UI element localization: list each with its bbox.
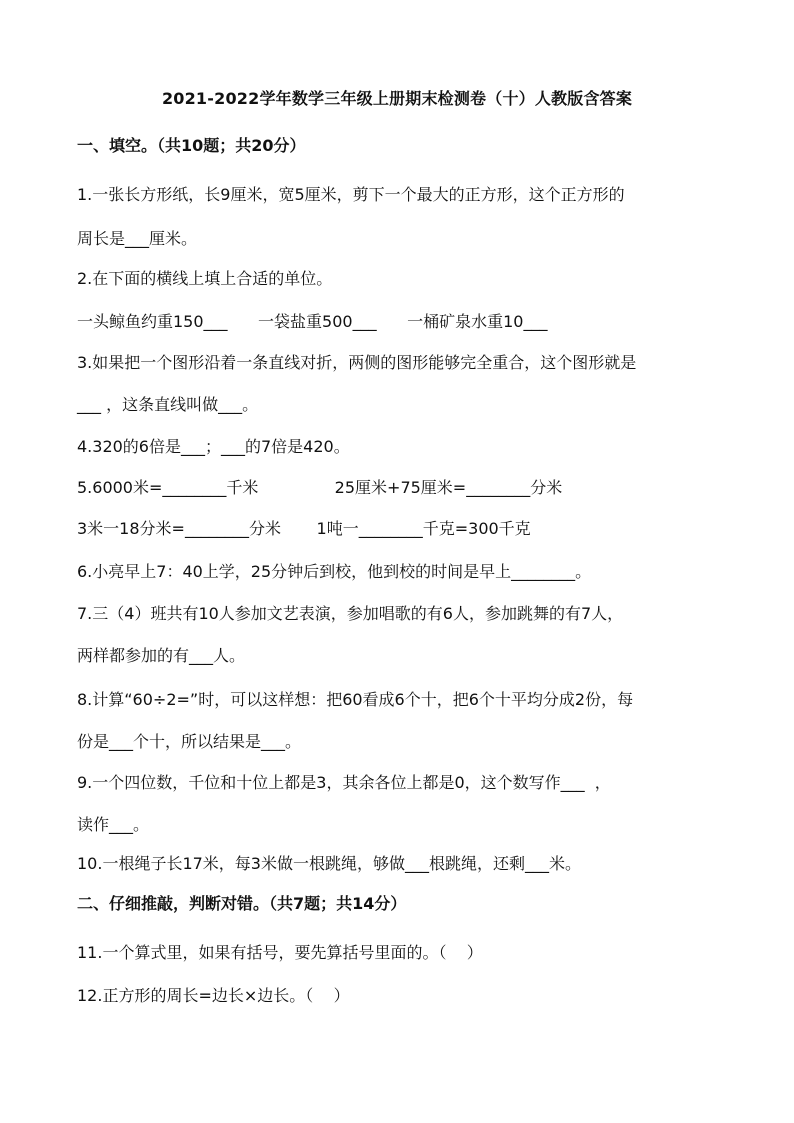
question-2-line-1: 2.在下面的横线上填上合适的单位。 (77, 269, 333, 288)
question-5-line-2: 3米一18分米=________分米 1吨一________千克=300千克 (77, 519, 531, 538)
question-2-line-2: 一头鲸鱼约重150___ 一袋盐重500___ 一桶矿泉水重10___ (77, 312, 548, 331)
question-6: 6.小亮早上7：40上学，25分钟后到校，他到校的时间是早上________。 (77, 562, 592, 581)
section-heading-true-false: 二、仔细推敲，判断对错。（共7题；共14分） (77, 894, 407, 913)
question-4: 4.320的6倍是___；___的7倍是420。 (77, 437, 350, 456)
document-title: 2021-2022学年数学三年级上册期末检测卷（十）人教版含答案 (161, 89, 633, 108)
section-heading-fill-blank: 一、填空。（共10题；共20分） (77, 136, 306, 155)
question-11: 11.一个算式里，如果有括号，要先算括号里面的。（ ） (77, 943, 483, 962)
question-9-line-1: 9.一个四位数，千位和十位上都是3，其余各位上都是0，这个数写作___ ， (77, 773, 611, 792)
question-8-line-2: 份是___个十，所以结果是___。 (77, 732, 302, 751)
question-7-line-1: 7.三（4）班共有10人参加文艺表演，参加唱歌的有6人，参加跳舞的有7人， (77, 604, 624, 623)
question-5-line-1: 5.6000米=________千米 25厘米+75厘米=________分米 (77, 478, 563, 497)
question-10: 10.一根绳子长17米，每3米做一根跳绳，够做___根跳绳，还剩___米。 (77, 854, 581, 873)
question-7-line-2: 两样都参加的有___人。 (77, 646, 246, 665)
question-3-line-1: 3.如果把一个图形沿着一条直线对折，两侧的图形能够完全重合，这个图形就是 (77, 353, 637, 372)
question-12: 12.正方形的周长=边长×边长。（ ） (77, 986, 350, 1005)
question-3-line-2: ___ ，这条直线叫做___。 (77, 395, 259, 414)
question-9-line-2: 读作___。 (77, 815, 150, 834)
question-8-line-1: 8.计算“60÷2=”时，可以这样想：把60看成6个十，把6个十平均分成2份，每 (77, 690, 634, 709)
question-1-line-1: 1.一张长方形纸，长9厘米，宽5厘米，剪下一个最大的正方形，这个正方形的 (77, 185, 625, 204)
question-1-line-2: 周长是___厘米。 (77, 229, 198, 248)
